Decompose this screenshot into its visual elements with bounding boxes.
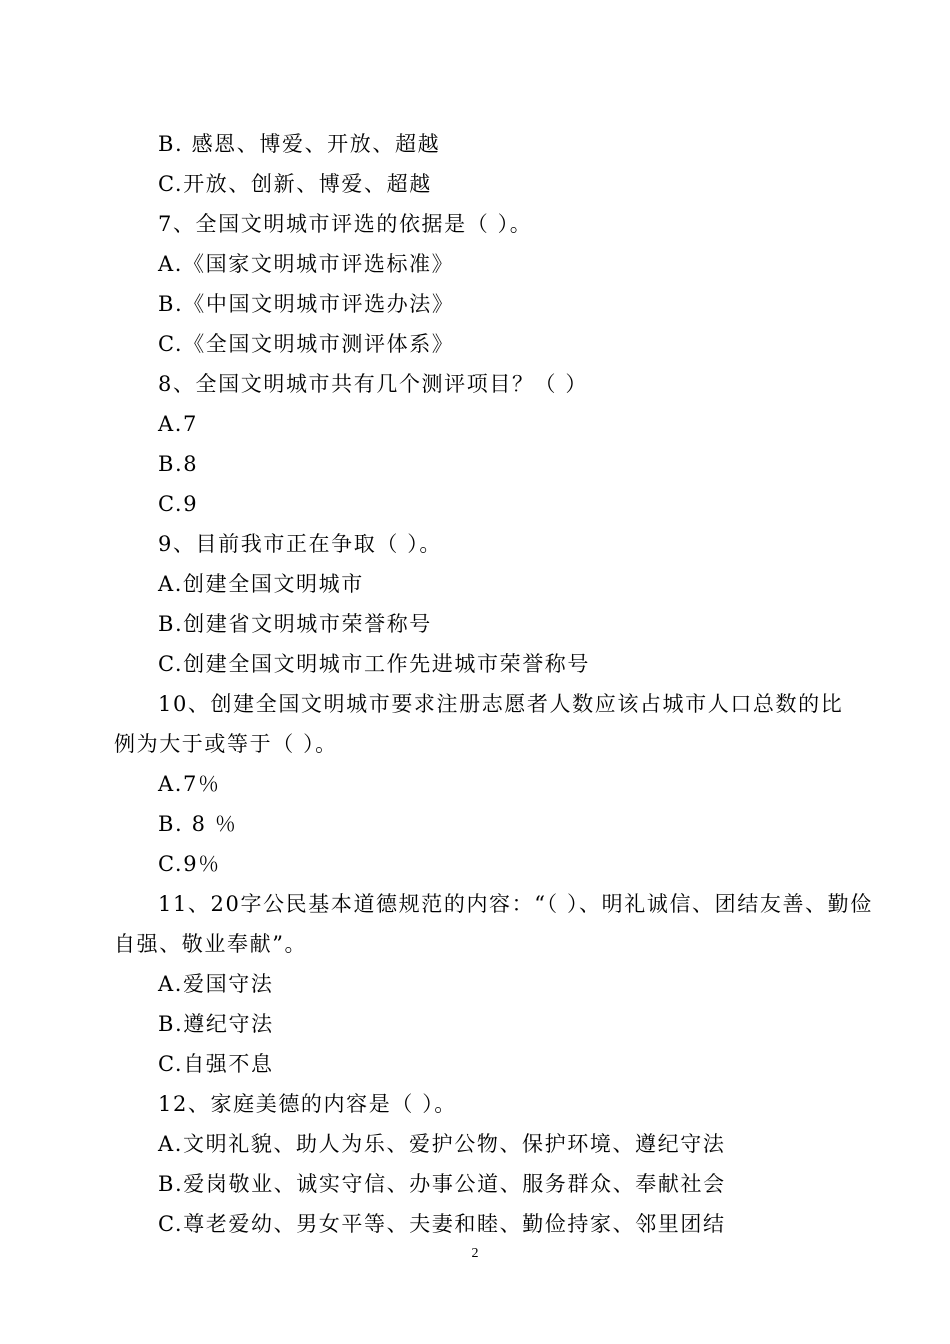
option-9c: C.创建全国文明城市工作先进城市荣誉称号 (158, 652, 590, 676)
option-8a: A.7 (158, 412, 199, 436)
option-10a: A.7％ (158, 772, 221, 796)
page-number: 2 (471, 1246, 479, 1261)
question-11-line-1: 11、20字公民基本道德规范的内容：“（ ）、明礼诚信、团结友善、勤俭 (158, 892, 873, 916)
question-11-line-2: 自强、敬业奉献”。 (114, 932, 308, 956)
option-7a: A.《国家文明城市评选标准》 (158, 252, 455, 276)
option-10b: B. 8 ％ (158, 812, 238, 836)
option-12a: A.文明礼貌、助人为乐、爱护公物、保护环境、遵纪守法 (158, 1132, 726, 1156)
option-12b: B.爱岗敬业、诚实守信、办事公道、服务群众、奉献社会 (158, 1172, 726, 1196)
option-6b: B. 感恩、博爱、开放、超越 (158, 132, 441, 156)
option-9b: B.创建省文明城市荣誉称号 (158, 612, 432, 636)
option-8b: B.8 (158, 452, 199, 476)
option-12c: C.尊老爱幼、男女平等、夫妻和睦、勤俭持家、邻里团结 (158, 1212, 726, 1236)
question-8: 8、全国文明城市共有几个测评项目？（ ） (158, 372, 589, 396)
option-7b: B.《中国文明城市评选办法》 (158, 292, 455, 316)
question-7: 7、全国文明城市评选的依据是（ ）。 (158, 212, 533, 236)
question-9: 9、目前我市正在争取（ ）。 (158, 532, 442, 556)
option-7c: C.《全国文明城市测评体系》 (158, 332, 455, 356)
question-10-line-1: 10、创建全国文明城市要求注册志愿者人数应该占城市人口总数的比 (158, 692, 844, 716)
option-9a: A.创建全国文明城市 (158, 572, 364, 596)
question-10-line-2: 例为大于或等于（ ）。 (114, 732, 338, 756)
option-11b: B.遵纪守法 (158, 1012, 274, 1036)
option-6c: C.开放、创新、博爱、超越 (158, 172, 432, 196)
option-11c: C.自强不息 (158, 1052, 274, 1076)
option-10c: C.9％ (158, 852, 221, 876)
option-11a: A.爱国守法 (158, 972, 274, 996)
option-8c: C.9 (158, 492, 199, 516)
question-12: 12、家庭美德的内容是（ ）。 (158, 1092, 457, 1116)
